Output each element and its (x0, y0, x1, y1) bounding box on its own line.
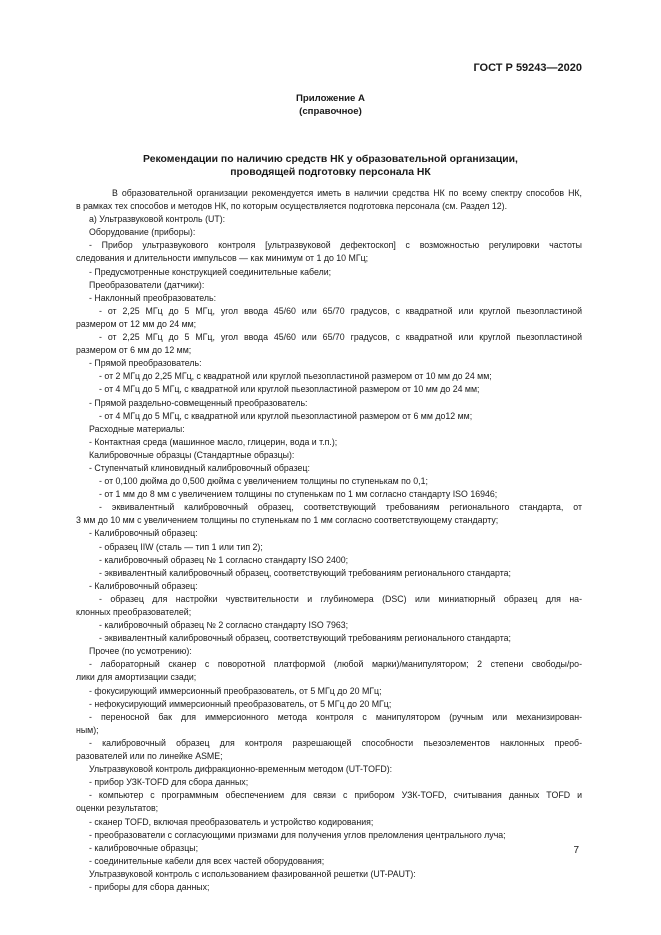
text-line: оценки результатов; (76, 803, 159, 814)
text-line: следования и длительности импульсов — как минимум от 1 до 10 МГц; (76, 253, 369, 264)
text-line: - калибровочный образец для контроля разрешающей способности пьезоэлементов наклонных преоб- (89, 737, 582, 748)
text-line: - переносной бак для иммерсионного метода контроля с манипулятором (ручным или механизирован- (89, 711, 582, 722)
text-line: размером от 6 мм до 12 мм; (76, 345, 192, 356)
text-line: клонных преобразователей; (76, 607, 192, 617)
text-line: - Прямой раздельно-совмещенный преобразователь: (89, 397, 308, 408)
text-line: Преобразователи (датчики): (89, 279, 205, 290)
page-number: 7 (573, 845, 579, 856)
text-line: Расходные материалы: (89, 423, 185, 434)
text-line: а) Ультразвуковой контроль (UT): (89, 214, 226, 225)
text-line: - образец для настройки чувствительности и глубиномера (DSC) или миниатюрный образец для на- (99, 593, 582, 604)
text-line: - от 2 МГц до 2,25 МГц, с квадратной или круглой пьезопластиной размером от 10 мм до 24 мм; (99, 371, 492, 382)
text-line: Прочее (по усмотрению): (89, 646, 192, 657)
text-line: - Наклонный преобразователь: (89, 292, 217, 303)
text-line: - от 2,25 МГц до 5 МГц, угол ввода 45/60 или 65/70 градусов, с квадратной или круглой пьезопластиной (99, 305, 582, 316)
text-line: - Ступенчатый клиновидный калибровочный образец: (89, 462, 310, 473)
text-line: - нефокусирующий иммерсионный преобразователь, от 5 МГц до 20 МГц; (89, 698, 392, 709)
text-line: - Контактная среда (машинное масло, глицерин, вода и т.п.); (89, 436, 338, 447)
text-line: лики для амортизации сзади; (76, 672, 197, 683)
text-line: в рамках тех способов и методов НК, по которым осуществляется подготовка персонала (см. Раздел 12). (76, 201, 508, 212)
text-line: - от 4 МГц до 5 МГц, с квадратной или круглой пьезопластиной размером от 6 мм до12 мм; (99, 410, 473, 421)
text-line: - от 1 мм до 8 мм с увеличением толщины по ступенькам по 1 мм согласно стандарту ISO 16946; (99, 489, 498, 500)
text-line: - эквивалентный калибровочный образец, соответствующий требованиям регионального стандарта; (99, 633, 512, 644)
text-line: - от 2,25 МГц до 5 МГц, угол ввода 45/60 или 65/70 градусов, с квадратной или круглой пьезопластиной (99, 332, 582, 343)
appendix-title: Приложение А (296, 93, 365, 104)
text-line: Оборудование (приборы): (89, 227, 196, 238)
section-title-line-1: Рекомендации по наличию средств НК у образовательной организации, (143, 154, 518, 165)
text-line: - калибровочные образцы; (89, 842, 199, 853)
text-line: - Калибровочный образец: (89, 580, 198, 591)
document-body (76, 187, 582, 894)
text-line: разователей или по линейке ASME; (76, 751, 223, 762)
text-line: - прибор УЗК-TOFD для сбора данных; (89, 777, 249, 788)
text-line: В образовательной организации рекомендуется иметь в наличии средства НК по всему спектру способов НК, (112, 188, 582, 198)
text-line: 3 мм до 10 мм с увеличением толщины по ступенькам по 1 мм согласно соответствующему стандарту; (76, 515, 499, 526)
text-line: - образец IIW (сталь — тип 1 или тип 2); (99, 541, 263, 552)
text-line: ным); (76, 724, 99, 735)
document-code: ГОСТ Р 59243—2020 (473, 62, 582, 74)
text-line: - Прямой преобразователь: (89, 358, 202, 369)
text-line: - от 4 МГц до 5 МГц, с квадратной или круглой пьезопластиной размером от 10 мм до 24 мм; (99, 384, 480, 395)
text-line: - Предусмотренные конструкцией соединительные кабели; (89, 266, 332, 277)
text-line: - калибровочный образец № 1 согласно стандарту ISO 2400; (99, 554, 349, 565)
text-line: Ультразвуковой контроль с использованием фазированной решетки (UT-PAUT): (89, 868, 416, 879)
text-line: - преобразователи с согласующими призмами для получения углов преломления центрального луча; (89, 829, 506, 840)
text-line: - калибровочный образец № 2 согласно стандарту ISO 7963; (99, 620, 349, 631)
text-line: Ультразвуковой контроль дифракционно-временным методом (UT-TOFD): (89, 764, 393, 775)
text-line: Калибровочные образцы (Стандартные образцы): (89, 449, 295, 460)
section-title-line-2: проводящей подготовку персонала НК (230, 167, 431, 178)
text-line: размером от 12 мм до 24 мм; (76, 318, 197, 329)
text-line: - компьютер с программным обеспечением для связи с прибором УЗК-TOFD, считывания данных TOFD и (89, 790, 582, 801)
text-line: - от 0,100 дюйма до 0,500 дюйма с увеличением толщины по ступенькам по 0,1; (99, 476, 428, 487)
text-line: - эквивалентный калибровочный образец, соответствующий требованиям регионального стандарта, от (99, 502, 582, 513)
text-line: - приборы для сбора данных; (89, 881, 210, 892)
text-line: - соединительные кабели для всех частей оборудования; (89, 855, 325, 866)
text-line: - Калибровочный образец: (89, 528, 198, 539)
text-line: - фокусирующий иммерсионный преобразователь, от 5 МГц до 20 МГц; (89, 685, 382, 696)
appendix-subtitle: (справочное) (299, 106, 362, 117)
text-line: - Прибор ультразвукового контроля [ультразвуковой дефектоскоп] с возможностью регулировки частоты (89, 240, 582, 251)
text-line: - лабораторный сканер с поворотной платформой (любой марки)/манипулятором; 2 степени свободы/ро- (89, 659, 582, 670)
text-line: - сканер TOFD, включая преобразователь и устройство кодирования; (89, 816, 374, 827)
text-line: - эквивалентный калибровочный образец, соответствующий требованиям регионального стандарта; (99, 567, 512, 578)
